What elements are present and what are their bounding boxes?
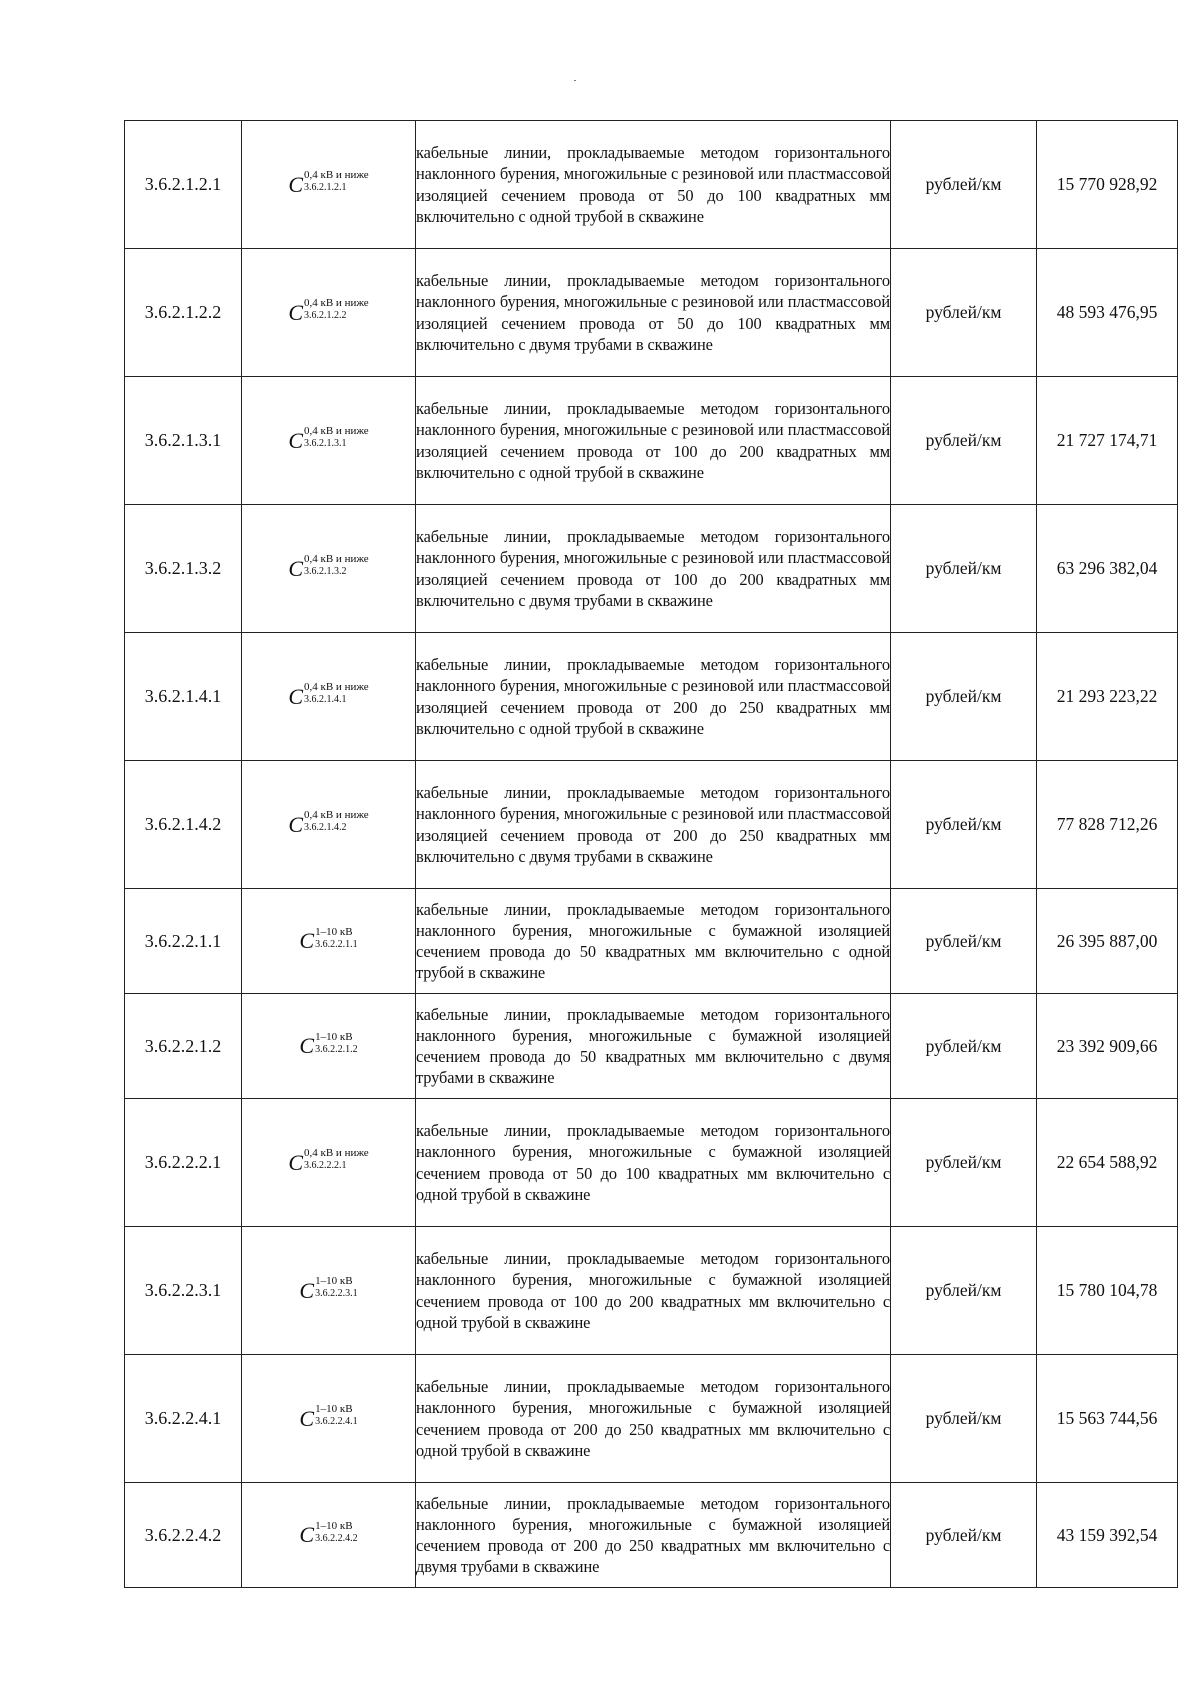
row-symbol: [242, 505, 416, 633]
tariff-symbol-voltage: 0,4 кВ и ниже: [304, 425, 369, 437]
table-row: [125, 1483, 1178, 1588]
tariff-symbol-index: 3.6.2.1.4.1: [304, 694, 347, 705]
row-description: кабельные линии, прокладываемые методом горизонтального наклонного бурения, многожильные с бумажной изоляцией сечением провода до 50 квадратных мм включительно с одной трубой в скважине: [416, 889, 891, 994]
tariff-symbol-scripts: [315, 925, 358, 951]
row-description: кабельные линии, прокладываемые методом горизонтального наклонного бурения, многожильные с бумажной изоляцией сечением провода до 50 квадратных мм включительно с двумя трубами в скважине: [416, 994, 891, 1099]
tariff-symbol-voltage: 0,4 кВ и ниже: [304, 681, 369, 693]
row-description: кабельные линии, прокладываемые методом горизонтального наклонного бурения, многожильные с бумажной изоляцией сечением провода от 100 до 200 квадратных мм включительно с одной трубой в скважине: [416, 1227, 891, 1355]
row-unit: рублей/км: [891, 761, 1037, 889]
tariff-symbol-scripts: [304, 297, 369, 322]
tariff-symbol: [288, 809, 369, 838]
row-symbol: [242, 377, 416, 505]
row-symbol: [242, 1099, 416, 1227]
table-row: [125, 1227, 1178, 1355]
tariff-symbol-scripts: [304, 809, 369, 834]
row-code: 3.6.2.1.3.2: [125, 505, 242, 633]
row-code: 3.6.2.2.4.2: [125, 1483, 242, 1588]
tariff-symbol-base: C: [288, 427, 303, 453]
tariff-symbol-index: 3.6.2.2.1.2: [315, 1043, 358, 1055]
tariff-symbol-base: C: [299, 1522, 315, 1547]
row-price: 15 563 744,56: [1037, 1355, 1178, 1483]
row-description: кабельные линии, прокладываемые методом горизонтального наклонного бурения, многожильные с резиновой или пластмассовой изоляцией сечением провода от 100 до 200 квадратных мм включительно с двумя трубами в скважине: [416, 505, 891, 633]
row-price: 63 296 382,04: [1037, 505, 1178, 633]
row-symbol: [242, 249, 416, 377]
table-row: [125, 994, 1178, 1099]
table-row: [125, 377, 1178, 505]
row-code: 3.6.2.2.1.2: [125, 994, 242, 1099]
tariff-symbol-index: 3.6.2.2.4.2: [315, 1532, 358, 1544]
table-row: [125, 121, 1178, 249]
tariff-symbol: [288, 297, 369, 326]
tariff-symbol-voltage: 0,4 кВ и ниже: [304, 169, 369, 181]
row-description: кабельные линии, прокладываемые методом горизонтального наклонного бурения, многожильные с резиновой или пластмассовой изоляцией сечением провода от 50 до 100 квадратных мм включительно с одной трубой в скважине: [416, 121, 891, 249]
row-code: 3.6.2.1.2.2: [125, 249, 242, 377]
tariff-symbol-voltage: 1–10 кВ: [315, 1275, 353, 1287]
tariff-symbol: [299, 1403, 358, 1432]
tariff-symbol-scripts: [304, 553, 369, 578]
tariff-symbol-scripts: [315, 1519, 358, 1545]
tariff-symbol: [288, 681, 369, 710]
row-symbol: [242, 889, 416, 994]
row-unit: рублей/км: [891, 121, 1037, 249]
row-code: 3.6.2.1.4.2: [125, 761, 242, 889]
tariff-symbol-voltage: 1–10 кВ: [315, 1030, 353, 1043]
row-price: 21 727 174,71: [1037, 377, 1178, 505]
row-unit: рублей/км: [891, 889, 1037, 994]
tariff-symbol: [299, 925, 358, 954]
tariff-symbol-voltage: 1–10 кВ: [315, 925, 353, 938]
tariff-symbol-base: C: [299, 1405, 315, 1431]
row-symbol: [242, 1483, 416, 1588]
row-code: 3.6.2.2.1.1: [125, 889, 242, 994]
tariff-symbol-base: C: [288, 555, 303, 581]
row-description: кабельные линии, прокладываемые методом горизонтального наклонного бурения, многожильные с резиновой или пластмассовой изоляцией сечением провода от 200 до 250 квадратных мм включительно с одной трубой в скважине: [416, 633, 891, 761]
row-unit: рублей/км: [891, 505, 1037, 633]
tariff-symbol-voltage: 1–10 кВ: [315, 1519, 353, 1532]
row-code: 3.6.2.2.4.1: [125, 1355, 242, 1483]
row-code: 3.6.2.1.4.1: [125, 633, 242, 761]
row-price: 15 780 104,78: [1037, 1227, 1178, 1355]
row-symbol: [242, 1227, 416, 1355]
tariff-symbol-base: C: [288, 299, 303, 325]
tariff-symbol-index: 3.6.2.1.3.2: [304, 566, 347, 577]
row-price: 21 293 223,22: [1037, 633, 1178, 761]
tariff-symbol-index: 3.6.2.2.2.1: [304, 1160, 347, 1171]
tariff-symbol-voltage: 1–10 кВ: [315, 1403, 353, 1415]
tariff-symbol: [299, 1275, 358, 1304]
row-description: кабельные линии, прокладываемые методом горизонтального наклонного бурения, многожильные с бумажной изоляцией сечением провода от 200 до 250 квадратных мм включительно с одной трубой в скважине: [416, 1355, 891, 1483]
row-description: кабельные линии, прокладываемые методом горизонтального наклонного бурения, многожильные с бумажной изоляцией сечением провода от 50 до 100 квадратных мм включительно с одной трубой в скважине: [416, 1099, 891, 1227]
tariff-table: [124, 120, 1178, 1588]
row-symbol: [242, 633, 416, 761]
table-row: [125, 889, 1178, 994]
tariff-symbol-index: 3.6.2.1.2.1: [304, 182, 347, 193]
table-row: [125, 1099, 1178, 1227]
tariff-symbol-scripts: [304, 169, 369, 194]
row-unit: рублей/км: [891, 1483, 1037, 1588]
row-code: 3.6.2.1.2.1: [125, 121, 242, 249]
scan-speck: [574, 80, 576, 81]
row-description: кабельные линии, прокладываемые методом горизонтального наклонного бурения, многожильные с бумажной изоляцией сечением провода от 200 до 250 квадратных мм включительно с двумя трубами в скважине: [416, 1483, 891, 1588]
row-price: 15 770 928,92: [1037, 121, 1178, 249]
tariff-symbol-scripts: [304, 425, 369, 450]
tariff-symbol-base: C: [299, 1033, 315, 1058]
tariff-symbol-scripts: [304, 1147, 369, 1172]
row-unit: рублей/км: [891, 249, 1037, 377]
table-row: [125, 633, 1178, 761]
tariff-symbol-base: C: [288, 1149, 303, 1175]
row-symbol: [242, 994, 416, 1099]
tariff-symbol-base: C: [299, 1277, 315, 1303]
row-symbol: [242, 1355, 416, 1483]
tariff-symbol-scripts: [315, 1030, 358, 1056]
tariff-symbol: [288, 1147, 369, 1176]
row-unit: рублей/км: [891, 377, 1037, 505]
row-unit: рублей/км: [891, 633, 1037, 761]
row-unit: рублей/км: [891, 1099, 1037, 1227]
tariff-symbol-index: 3.6.2.1.3.1: [304, 438, 347, 449]
row-description: кабельные линии, прокладываемые методом горизонтального наклонного бурения, многожильные с резиновой или пластмассовой изоляцией сечением провода от 50 до 100 квадратных мм включительно с двумя трубами в скважине: [416, 249, 891, 377]
tariff-symbol-scripts: [315, 1403, 358, 1428]
tariff-symbol-voltage: 0,4 кВ и ниже: [304, 1147, 369, 1159]
row-symbol: [242, 761, 416, 889]
row-unit: рублей/км: [891, 1227, 1037, 1355]
tariff-symbol-scripts: [315, 1275, 358, 1300]
tariff-symbol: [299, 1030, 358, 1059]
tariff-symbol-scripts: [304, 681, 369, 706]
tariff-symbol: [288, 425, 369, 454]
tariff-symbol: [299, 1519, 358, 1548]
tariff-symbol-index: 3.6.2.1.2.2: [304, 310, 347, 321]
row-code: 3.6.2.2.2.1: [125, 1099, 242, 1227]
row-price: 77 828 712,26: [1037, 761, 1178, 889]
tariff-symbol-base: C: [288, 171, 303, 197]
table-row: [125, 761, 1178, 889]
row-unit: рублей/км: [891, 994, 1037, 1099]
row-price: 26 395 887,00: [1037, 889, 1178, 994]
table-row: [125, 505, 1178, 633]
row-price: 43 159 392,54: [1037, 1483, 1178, 1588]
tariff-symbol: [288, 553, 369, 582]
row-price: 22 654 588,92: [1037, 1099, 1178, 1227]
table-row: [125, 1355, 1178, 1483]
tariff-symbol-voltage: 0,4 кВ и ниже: [304, 297, 369, 309]
tariff-symbol: [288, 169, 369, 198]
row-unit: рублей/км: [891, 1355, 1037, 1483]
tariff-symbol-index: 3.6.2.2.4.1: [315, 1416, 358, 1427]
row-symbol: [242, 121, 416, 249]
row-price: 23 392 909,66: [1037, 994, 1178, 1099]
row-description: кабельные линии, прокладываемые методом горизонтального наклонного бурения, многожильные с резиновой или пластмассовой изоляцией сечением провода от 100 до 200 квадратных мм включительно с одной трубой в скважине: [416, 377, 891, 505]
tariff-symbol-base: C: [288, 811, 303, 837]
table-row: [125, 249, 1178, 377]
row-code: 3.6.2.1.3.1: [125, 377, 242, 505]
tariff-symbol-voltage: 0,4 кВ и ниже: [304, 809, 369, 821]
tariff-table-body: [125, 121, 1178, 1588]
tariff-symbol-voltage: 0,4 кВ и ниже: [304, 553, 369, 565]
row-price: 48 593 476,95: [1037, 249, 1178, 377]
tariff-symbol-index: 3.6.2.2.3.1: [315, 1288, 358, 1299]
tariff-symbol-base: C: [288, 683, 303, 709]
tariff-symbol-index: 3.6.2.1.4.2: [304, 822, 347, 833]
tariff-symbol-base: C: [299, 928, 315, 953]
row-code: 3.6.2.2.3.1: [125, 1227, 242, 1355]
row-description: кабельные линии, прокладываемые методом горизонтального наклонного бурения, многожильные с резиновой или пластмассовой изоляцией сечением провода от 200 до 250 квадратных мм включительно с двумя трубами в скважине: [416, 761, 891, 889]
tariff-symbol-index: 3.6.2.2.1.1: [315, 938, 358, 950]
